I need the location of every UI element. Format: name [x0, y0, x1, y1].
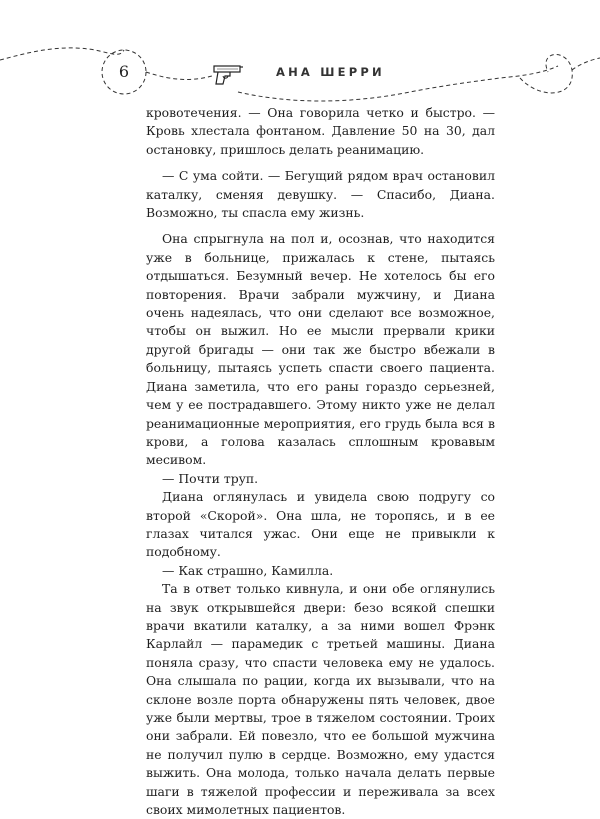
page-number: 6	[118, 62, 130, 81]
dashed-trail-left	[0, 48, 124, 60]
header-decoration	[0, 0, 600, 110]
paragraph: — С ума сойти. — Бегущий рядом врач остановил каталку, сменяя девушку. — Спасибо, Диана. Возможно, ты спасла ему жизнь.	[146, 168, 495, 221]
paragraph: — Почти труп.	[162, 470, 259, 486]
pistol-icon	[214, 66, 243, 84]
paragraph: кровотечения. — Она говорила четко и быстро. — Кровь хлестала фонтаном. Давление 50 на 30, дал остановку, пришлось делать реанимацию.	[146, 105, 495, 157]
body-text	[146, 104, 495, 819]
dashed-trail-loop	[520, 54, 572, 92]
paragraph: Та в ответ только кивнула, и они обе оглянулись на звук открывшейся двери: безо всякой спешки врачи вкатили каталку, а за ними вошел Фрэнк Карлайл — парамедик с третьей машины. Диана поняла сразу, что спасти человека ему не удалось. Она слышала по рации, когда их вызывали, что на склоне возле порта обнаружены пять человек, двое уже были мертвы, трое в тяжелом состоянии. Троих они забрали. Ей повезло, что ее большой мужчина не получил пулю в сердце. Возможно, ему удастся выжить. Она молода, только начала делать первые шаги в тяжелой профессии и переживала за всех своих мимолетных пациентов.	[146, 581, 495, 818]
dashed-trail-exit	[572, 58, 600, 70]
paragraph: Диана оглянулась и увидела свою подругу со второй «Скорой». Она шла, не торопясь, и в ее глазах читался ужас. Они еще не привыкли к подобному.	[146, 489, 495, 560]
paragraph: Она спрыгнула на пол и, осознав, что находится уже в больнице, прижалась к стене, пытаясь отдышаться. Безумный вечер. Не хотелось бы его повторения. Врачи забрали мужчину, и Диана очень надеялась, что они сделают все возможное, чтобы он выжил. Но ее мысли прервали крики другой бригады — они так же быстро вбежали в больницу, пытаясь успеть спасти своего пациента. Диана заметила, что его раны гораздо серьезней, чем у ее пострадавшего. Этому никто уже не делал реанимационные мероприятия, его грудь была вся в крови, а голова казалась сплошным кровавым месивом.	[146, 231, 495, 468]
running-title: АНА ШЕРРИ	[276, 65, 385, 79]
dashed-trail-middle	[146, 72, 212, 79]
paragraph: — Как страшно, Камилла.	[162, 562, 334, 578]
page-header	[0, 0, 600, 110]
